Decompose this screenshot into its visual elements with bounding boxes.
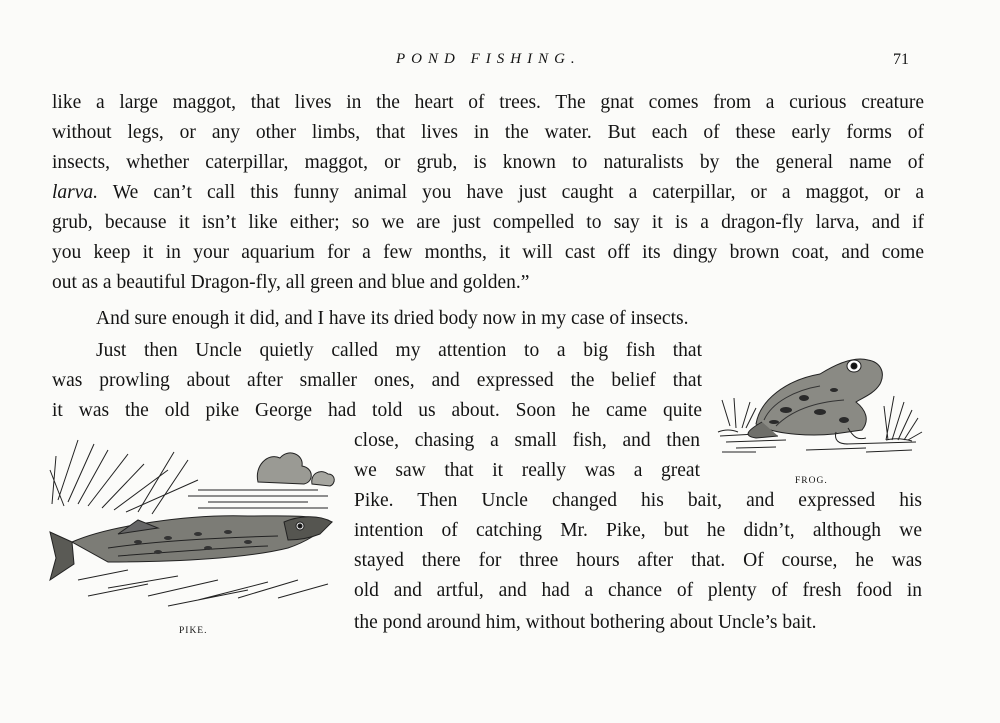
body-line [52, 178, 924, 208]
body-line: insects, whether caterpillar, maggot, or grub, is known to naturalists by the general name of [52, 152, 924, 173]
frog-illustration [716, 340, 926, 474]
body-line: was prowling about after smaller ones, and expressed the belief that [52, 370, 702, 391]
body-line: out as a beautiful Dragon-fly, all green and blue and golden.” [52, 272, 530, 293]
body-line: intention of catching Mr. Pike, but he didn’t, although we [354, 520, 922, 541]
body-line: And sure enough it did, and I have its dried body now in my case of insects. [96, 308, 689, 329]
running-title: POND FISHING. [396, 51, 581, 67]
page-number: 71 [893, 51, 909, 68]
pike-caption: PIKE. [179, 626, 208, 636]
body-line: grub, because it isn’t like either; so we are just compelled to say it is a dragon-fly larva, and if [52, 212, 924, 233]
frog-caption: FROG. [795, 476, 828, 486]
italic-term: larva. [52, 182, 99, 203]
body-line: it was the old pike George had told us about. Soon he came quite [52, 400, 702, 421]
body-line: old and artful, and had a chance of plenty of fresh food in [354, 580, 922, 601]
body-line: without legs, or any other limbs, that lives in the water. But each of these early forms of [52, 122, 924, 143]
body-text: We can’t call this funny animal you have just caught a caterpillar, or a maggot, or a [98, 182, 924, 203]
body-line: the pond around him, without bothering about Uncle’s bait. [354, 612, 817, 633]
body-line: we saw that it really was a great [354, 460, 700, 481]
body-line: stayed there for three hours after that. Of course, he was [354, 550, 922, 571]
page-header [0, 51, 1000, 75]
body-line: you keep it in your aquarium for a few months, it will cast off its dingy brown coat, and come [52, 242, 924, 263]
body-line: Pike. Then Uncle changed his bait, and expressed his [354, 490, 922, 511]
body-line: close, chasing a small fish, and then [354, 430, 700, 451]
pike-illustration [48, 430, 340, 620]
body-line: like a large maggot, that lives in the heart of trees. The gnat comes from a curious creature [52, 92, 924, 113]
body-line: Just then Uncle quietly called my attention to a big fish that [96, 340, 702, 361]
